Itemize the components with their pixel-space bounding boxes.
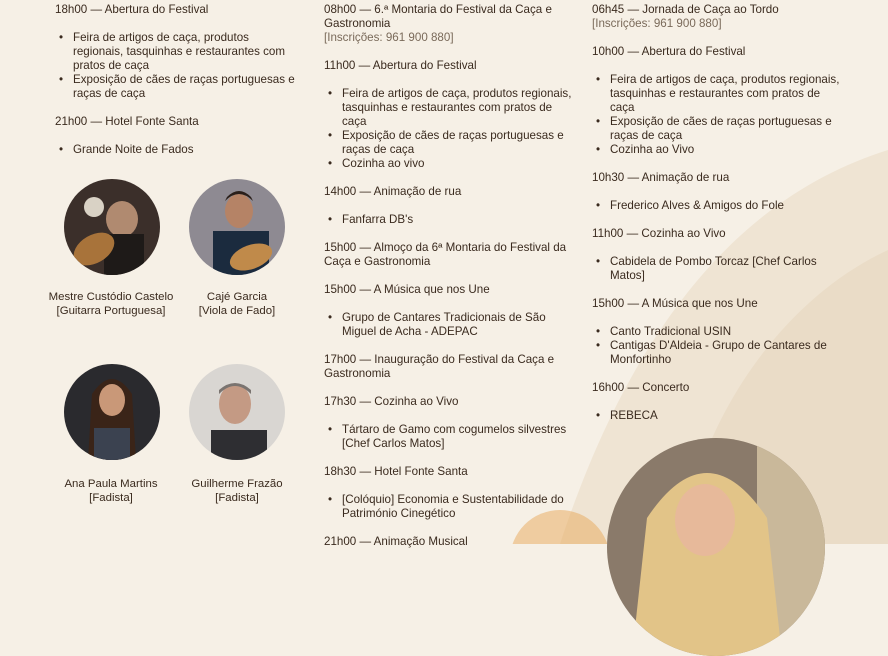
entry-time: 18h00 — Abertura do Festival (55, 3, 209, 16)
list-item: • Cozinha ao Vivo (610, 143, 842, 157)
entry-item-list (55, 31, 300, 101)
list-item: • Feira de artigos de caça, produtos regionais, tasquinhas e restaurantes com pratos de caça (73, 31, 300, 73)
schedule-entry (324, 535, 574, 563)
entry-item-list (324, 87, 574, 171)
list-item: • Cozinha ao vivo (342, 157, 574, 171)
entry-item-list (592, 199, 842, 213)
schedule-entry (324, 283, 574, 353)
schedule-entry (324, 3, 574, 59)
entry-item-list (324, 493, 574, 521)
list-item: • Cabidela de Pombo Torcaz [Chef Carlos Matos] (610, 255, 842, 283)
entry-item-list (592, 73, 842, 157)
list-item: • Fanfarra DB's (342, 213, 574, 227)
schedule-entry (324, 395, 574, 465)
list-item: • Feira de artigos de caça, produtos regionais, tasquinhas e restaurantes com pratos de caça (342, 87, 574, 129)
list-item: • Tártaro de Gamo com cogumelos silvestres [Chef Carlos Matos] (342, 423, 574, 451)
schedule-entry (55, 115, 300, 171)
schedule-entry (55, 3, 300, 115)
schedule-entry (324, 353, 574, 395)
schedule-entry (324, 59, 574, 185)
list-item: • Grande Noite de Fados (73, 143, 300, 157)
entry-time: 17h30 — Cozinha ao Vivo (324, 395, 459, 408)
schedule-entry (592, 297, 842, 381)
portrait-guilherme-frazao (189, 364, 285, 460)
artist-name-4: Guilherme Frazão [Fadista] (191, 478, 283, 504)
entry-item-list (55, 143, 300, 157)
entry-time: 18h30 — Hotel Fonte Santa (324, 465, 468, 478)
entry-item-list (592, 325, 842, 367)
entry-time: 11h00 — Cozinha ao Vivo (592, 227, 726, 240)
entry-time: 15h00 — Almoço da 6ª Montaria do Festival da Caça e Gastronomia (324, 241, 567, 268)
portrait-rebeca (607, 438, 825, 656)
list-item: • Cantigas D'Aldeia - Grupo de Cantares de Monfortinho (610, 339, 842, 367)
entry-time: 11h00 — Abertura do Festival (324, 59, 477, 72)
schedule-entry (592, 45, 842, 171)
entry-item-list (324, 311, 574, 339)
artist-name-2: Cajé Garcia [Viola de Fado] (198, 291, 276, 317)
schedule-entry (592, 171, 842, 227)
entry-time: 21h00 — Hotel Fonte Santa (55, 115, 199, 128)
schedule-column-1 (55, 0, 300, 168)
schedule-column-3 (592, 0, 842, 434)
entry-time: 17h00 — Inauguração do Festival da Caça e Gastronomia (324, 353, 555, 380)
entry-registration-note: [Inscrições: 961 900 880] (324, 31, 454, 44)
schedule-entry (324, 465, 574, 535)
list-item: • Canto Tradicional USIN (610, 325, 842, 339)
entry-item-list (592, 409, 842, 423)
list-item: • Exposição de cães de raças portuguesas e raças de caça (342, 129, 574, 157)
entry-time: 14h00 — Animação de rua (324, 185, 462, 198)
list-item: • Frederico Alves & Amigos do Fole (610, 199, 842, 213)
entry-time: 10h00 — Abertura do Festival (592, 45, 746, 58)
entry-time: 15h00 — A Música que nos Une (592, 297, 758, 310)
list-item: • [Colóquio] Economia e Sustentabilidade do Património Cinegético (342, 493, 574, 521)
artist-name-3: Ana Paula Martins [Fadista] (64, 478, 158, 504)
entry-time: 08h00 — 6.ª Montaria do Festival da Caça e Gastronomia (324, 3, 552, 30)
schedule-column-2 (324, 0, 574, 560)
list-item: • Exposição de cães de raças portuguesas e raças de caça (610, 115, 842, 143)
entry-item-list (324, 213, 574, 227)
schedule-entry (324, 241, 574, 283)
list-item: • Feira de artigos de caça, produtos regionais, tasquinhas e restaurantes com pratos de caça (610, 73, 842, 115)
artist-name-1: Mestre Custódio Castelo [Guitarra Portuguesa] (48, 291, 174, 317)
entry-time: 10h30 — Animação de rua (592, 171, 730, 184)
list-item: • Exposição de cães de raças portuguesas e raças de caça (73, 73, 300, 101)
schedule-entry (592, 3, 842, 45)
entry-time: 21h00 — Animação Musical (324, 535, 468, 548)
entry-time: 15h00 — A Música que nos Une (324, 283, 490, 296)
schedule-entry (592, 227, 842, 297)
entry-item-list (324, 423, 574, 451)
entry-registration-note: [Inscrições: 961 900 880] (592, 17, 722, 30)
portrait-ana-paula-martins (64, 364, 160, 460)
list-item: • Grupo de Cantares Tradicionais de São Miguel de Acha - ADEPAC (342, 311, 574, 339)
entry-item-list (592, 255, 842, 283)
schedule-entry (324, 185, 574, 241)
portrait-custodio-castelo (64, 179, 160, 275)
entry-time: 06h45 — Jornada de Caça ao Tordo (592, 3, 779, 16)
list-item: • REBECA (610, 409, 842, 423)
portrait-caje-garcia (189, 179, 285, 275)
entry-time: 16h00 — Concerto (592, 381, 690, 394)
schedule-entry (592, 381, 842, 437)
